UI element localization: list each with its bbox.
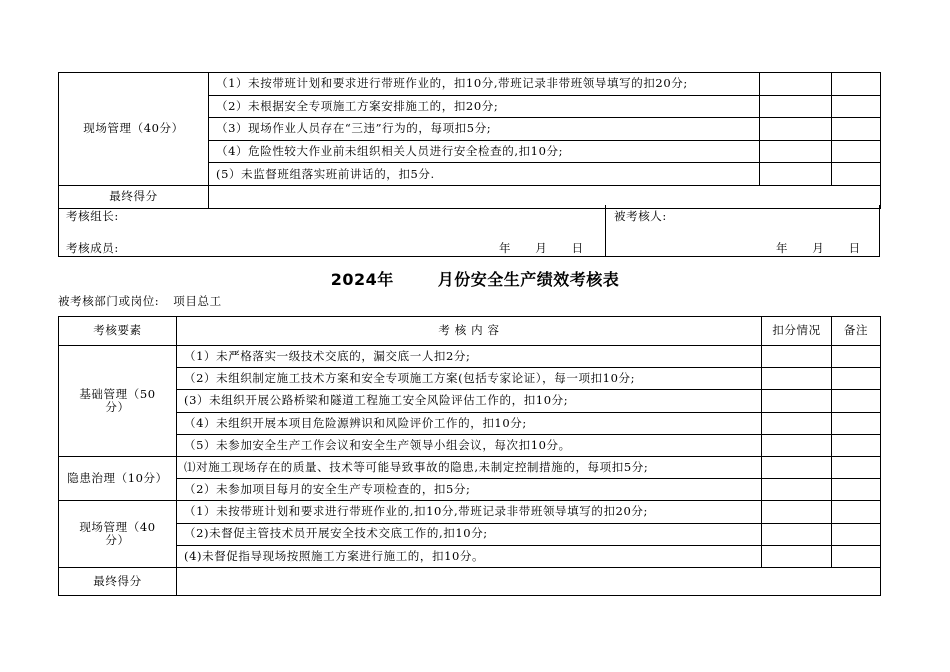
team-member-label: 考核成员: — [66, 241, 119, 255]
remark-cell[interactable] — [832, 95, 881, 118]
deduction-cell[interactable] — [762, 412, 832, 434]
deduction-cell[interactable] — [762, 501, 832, 523]
table-row — [59, 479, 881, 501]
assessment-item: （1）未严格落实一级技术交底的，漏交底一人扣2分; — [177, 346, 762, 368]
table-row — [59, 73, 881, 96]
table-row — [59, 390, 881, 412]
assessment-item: (5）未监督班组落实班前讲话的，扣5分. — [209, 163, 760, 186]
department-value: 项目总工 — [173, 294, 222, 308]
assessment-item: （2）未根据安全专项施工方案安排施工的，扣20分; — [209, 95, 760, 118]
remark-cell[interactable] — [832, 501, 881, 523]
title-text: 月份安全生产绩效考核表 — [437, 270, 620, 289]
team-leader-label: 考核组长: — [66, 209, 119, 223]
deduction-cell[interactable] — [760, 73, 832, 96]
assessee-label: 被考核人: — [614, 209, 667, 223]
section-label-basic-management: 基础管理（50分） — [59, 346, 177, 457]
table-row — [59, 456, 881, 478]
deduction-cell[interactable] — [762, 523, 832, 545]
final-score-row — [59, 567, 881, 595]
final-score-label: 最终得分 — [59, 567, 177, 595]
date-left: 年 月 日 — [499, 241, 584, 255]
department-label: 被考核部门或岗位: — [58, 294, 160, 308]
deduction-cell[interactable] — [760, 95, 832, 118]
assessment-item: （2）未参加项目每月的安全生产专项检查的，扣5分; — [177, 479, 762, 501]
remark-cell[interactable] — [832, 163, 881, 186]
form-title — [0, 267, 950, 290]
assessment-item: （4）危险性较大作业前未组织相关人员进行安全检查的,扣10分; — [209, 140, 760, 163]
table-row — [59, 434, 881, 456]
assessment-item: (4)未督促指导现场按照施工方案进行施工的，扣10分。 — [177, 545, 762, 567]
remark-cell[interactable] — [832, 479, 881, 501]
assessment-item: ⑴对施工现场存在的质量、技术等可能导致事故的隐患,未制定控制措施的，每项扣5分; — [177, 456, 762, 478]
header-content: 考 核 内 容 — [177, 317, 762, 346]
header-deduction: 扣分情况 — [762, 317, 832, 346]
table-row — [59, 501, 881, 523]
deduction-cell[interactable] — [762, 390, 832, 412]
header-remark: 备注 — [832, 317, 881, 346]
final-score-cell[interactable] — [177, 567, 881, 595]
table-row — [59, 412, 881, 434]
assessment-item: （2）未组织制定施工技术方案和安全专项施工方案(包括专家论证），每一项扣10分; — [177, 368, 762, 390]
remark-cell[interactable] — [832, 390, 881, 412]
deduction-cell[interactable] — [762, 545, 832, 567]
deduction-cell[interactable] — [760, 118, 832, 141]
final-score-label: 最终得分 — [59, 185, 209, 208]
deduction-cell[interactable] — [762, 368, 832, 390]
remark-cell[interactable] — [832, 346, 881, 368]
table-row — [59, 368, 881, 390]
deduction-cell[interactable] — [762, 434, 832, 456]
remark-cell[interactable] — [832, 73, 881, 96]
deduction-cell[interactable] — [762, 456, 832, 478]
section-label-hazard-management: 隐患治理（10分） — [59, 456, 177, 500]
section-label-site-management: 现场管理（40分） — [59, 73, 209, 186]
remark-cell[interactable] — [832, 140, 881, 163]
deduction-cell[interactable] — [760, 163, 832, 186]
section-label-site-management: 现场管理（40分） — [59, 501, 177, 568]
signature-block — [58, 205, 880, 257]
title-year: 2024年 — [330, 270, 394, 289]
remark-cell[interactable] — [832, 118, 881, 141]
signature-divider — [605, 205, 606, 256]
table-row — [59, 346, 881, 368]
deduction-cell[interactable] — [760, 140, 832, 163]
remark-cell[interactable] — [832, 368, 881, 390]
department-line — [58, 293, 222, 309]
deduction-cell[interactable] — [762, 479, 832, 501]
assessment-item: (3）未组织开展公路桥梁和隧道工程施工安全风险评估工作的，扣10分; — [177, 390, 762, 412]
assessment-item: （5）未参加安全生产工作会议和安全生产领导小组会议，每次扣10分。 — [177, 434, 762, 456]
assessment-item: （4）未组织开展本项目危险源辨识和风险评价工作的，扣10分; — [177, 412, 762, 434]
remark-cell[interactable] — [832, 456, 881, 478]
assessment-item: （3）现场作业人员存在“三违”行为的，每项扣5分; — [209, 118, 760, 141]
assessment-item: （2)未督促主管技术员开展安全技术交底工作的,扣10分; — [177, 523, 762, 545]
remark-cell[interactable] — [832, 412, 881, 434]
deduction-cell[interactable] — [762, 346, 832, 368]
assessment-table-continued — [58, 72, 881, 209]
assessment-item: （1）未按带班计划和要求进行带班作业的,扣10分,带班记录非带班领导填写的扣20分; — [177, 501, 762, 523]
table-header-row — [59, 317, 881, 346]
table-row — [59, 545, 881, 567]
table-row — [59, 523, 881, 545]
assessment-item: （1）未按带班计划和要求进行带班作业的，扣10分,带班记录非带班领导填写的扣20分; — [209, 73, 760, 96]
remark-cell[interactable] — [832, 434, 881, 456]
remark-cell[interactable] — [832, 545, 881, 567]
remark-cell[interactable] — [832, 523, 881, 545]
assessment-table — [58, 316, 881, 596]
date-right: 年 月 日 — [776, 241, 861, 255]
header-element: 考核要素 — [59, 317, 177, 346]
